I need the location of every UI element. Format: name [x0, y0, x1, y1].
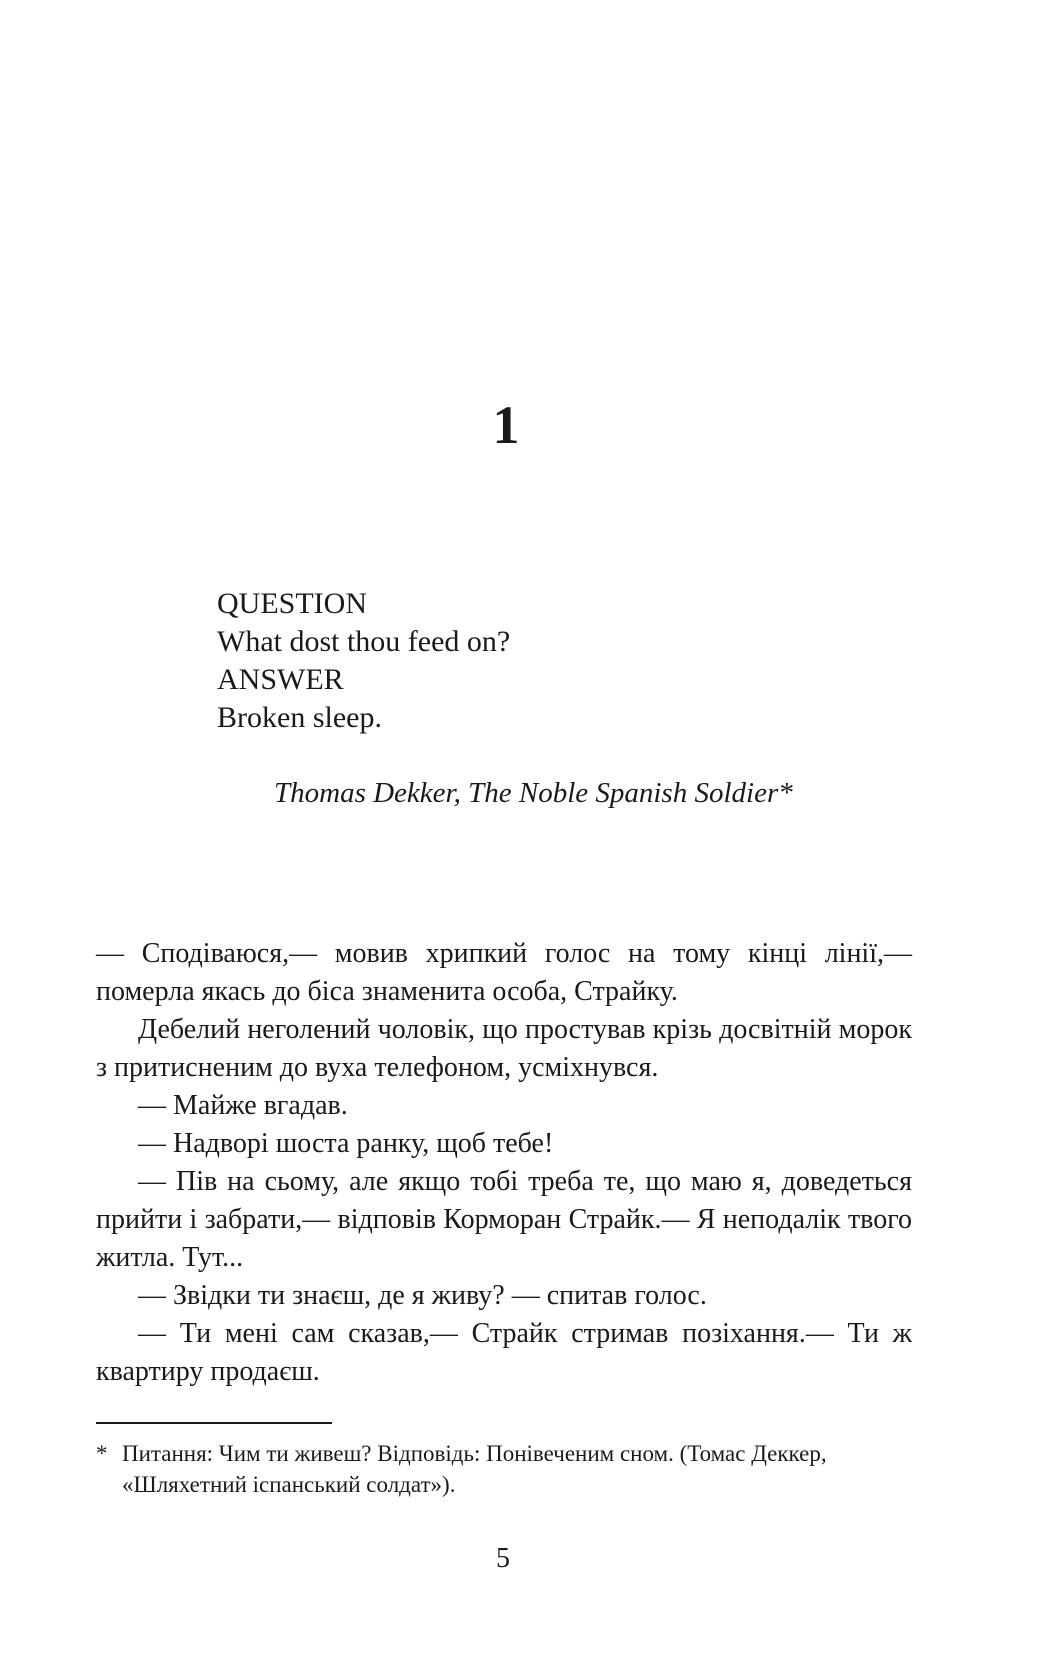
footnote-divider — [96, 1422, 332, 1424]
footnote-line-1 — [96, 1438, 912, 1469]
epigraph-question-label: QUESTION — [217, 587, 367, 620]
paragraph: — Звідки ти знаєш, де я живу? — спитав голос. — [138, 1280, 707, 1311]
epigraph-attribution: Thomas Dekker, The Noble Spanish Soldier* — [274, 777, 793, 809]
body-text — [96, 935, 912, 1391]
footnote-text-1: Питання: Чим ти живеш? Відповідь: Понівеченим сном. (Томас Деккер, — [122, 1441, 827, 1466]
paragraph: — Ти мені сам сказав,— Страйк стримав позіхання.— Ти ж квартиру продаєш. — [96, 1318, 912, 1387]
paragraph: — Майже вгадав. — [138, 1090, 348, 1121]
footnote — [96, 1438, 912, 1500]
epigraph — [217, 585, 510, 737]
paragraph: Дебелий неголений чоловік, що простував крізь досвітній морок з притисненим до вуха телефоном, усміхнувся. — [96, 1014, 912, 1083]
chapter-number: 1 — [492, 395, 520, 455]
paragraph: — Надворі шоста ранку, щоб тебе! — [138, 1128, 554, 1159]
paragraph: — Сподіваюся,— мовив хрипкий голос на тому кінці лінії,— померла якась до біса знаменита особа, Страйку. — [96, 938, 912, 1007]
footnote-text-2: «Шляхетний іспанський солдат»). — [122, 1472, 456, 1497]
epigraph-answer-label: ANSWER — [217, 663, 344, 696]
epigraph-question-text: What dost thou feed on? — [217, 625, 511, 658]
footnote-mark: * — [96, 1441, 108, 1466]
paragraph: — Пів на сьому, але якщо тобі треба те, що маю я, доведеться прийти і забрати,— відповів Корморан Страйк.— Я неподалік твого житла. Тут... — [96, 1166, 912, 1273]
epigraph-answer-text: Broken sleep. — [217, 701, 382, 734]
page-number: 5 — [496, 1543, 510, 1574]
